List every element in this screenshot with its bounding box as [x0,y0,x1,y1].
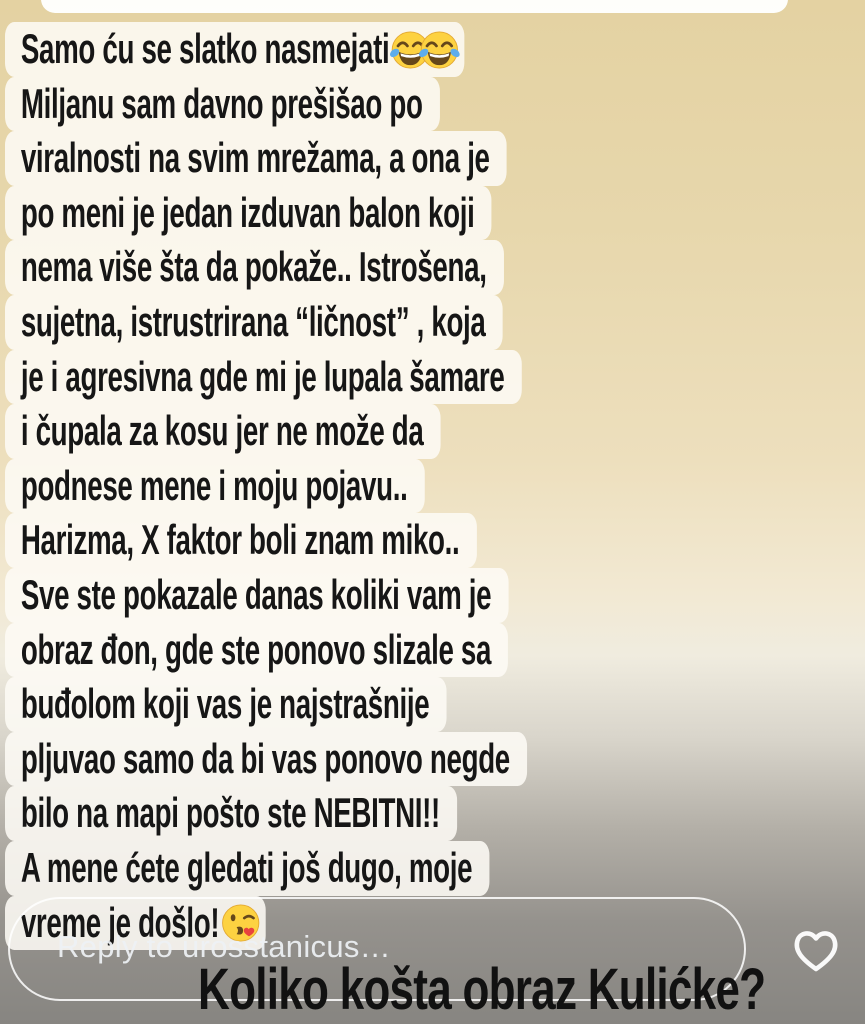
story-line [5,22,830,77]
story-line-text: Samo ću se slatko nasmejati [20,25,390,72]
caption-text: Koliko košta obraz Kulićke? [198,957,766,1022]
story-line-text: je i agresivna gde mi je lupala šamare [20,352,505,400]
story-line-text: A mene ćete gledati još dugo, moje [20,843,473,891]
story-line-text: Miljanu sam davno prešišao po [20,79,423,127]
story-line-highlight [5,732,527,787]
story-line [5,568,830,623]
story-line-highlight [5,22,465,77]
story-line [5,459,830,514]
story-line [5,350,830,405]
story-line [5,186,830,241]
reply-placeholder: Reply to urosstanicus… [57,929,391,964]
story-line [5,786,830,841]
story-line-text: obraz đon, gde ste ponovo slizale sa [20,625,492,673]
story-line [5,404,830,459]
joy-emoji [419,29,449,71]
story-line-text: pljuvao samo da bi vas ponovo negde [20,734,510,782]
story-line [5,295,830,350]
story-line-highlight [5,350,522,405]
story-line-highlight [5,568,508,623]
cutoff-text-highlight-bar [41,0,788,13]
story-line-highlight [5,295,503,350]
story-line-text: bilo na mapi pošto ste NEBITNI!! [20,789,440,837]
story-line-highlight [5,459,425,514]
story-line-highlight [5,786,457,841]
story-line [5,77,830,132]
story-line-highlight [5,131,507,186]
story-line-highlight [5,677,446,732]
story-line-text: po meni je jedan izduvan balon koji [20,188,475,236]
story-line-text: podnese mene i moju pojavu.. [20,461,408,509]
story-line-highlight [5,404,441,459]
story-line-text: nema više šta da pokaže.. Istrošena, [20,243,487,291]
story-line [5,513,830,568]
story-line-text: vreme je došlo! [20,898,220,946]
story-text-block [5,22,830,950]
story-line-highlight [5,841,489,896]
story-line [5,841,830,896]
story-line-text: i čupala za kosu jer ne može da [20,407,424,455]
story-line-text: Harizma, X faktor boli znam miko.. [20,516,460,564]
story-line-highlight [5,623,508,678]
story-line [5,677,830,732]
story-line [5,732,830,787]
story-line-text: sujetna, istrustrirana “ličnost” , koja [20,297,486,345]
story-line-highlight [5,186,492,241]
story-line-highlight [5,240,504,295]
story-line [5,240,830,295]
story-line [5,131,830,186]
joy-emoji [390,29,420,71]
story-line-text: viralnosti na svim mrežama, a ona je [20,134,490,182]
story-line-highlight [5,513,477,568]
story-line-highlight [5,77,440,132]
story-line-text: buđolom koji vas je najstrašnije [20,680,430,728]
story-line-text: Sve ste pokazale danas koliki vam je [20,570,492,618]
heart-outline-icon[interactable] [789,923,843,975]
story-line [5,623,830,678]
